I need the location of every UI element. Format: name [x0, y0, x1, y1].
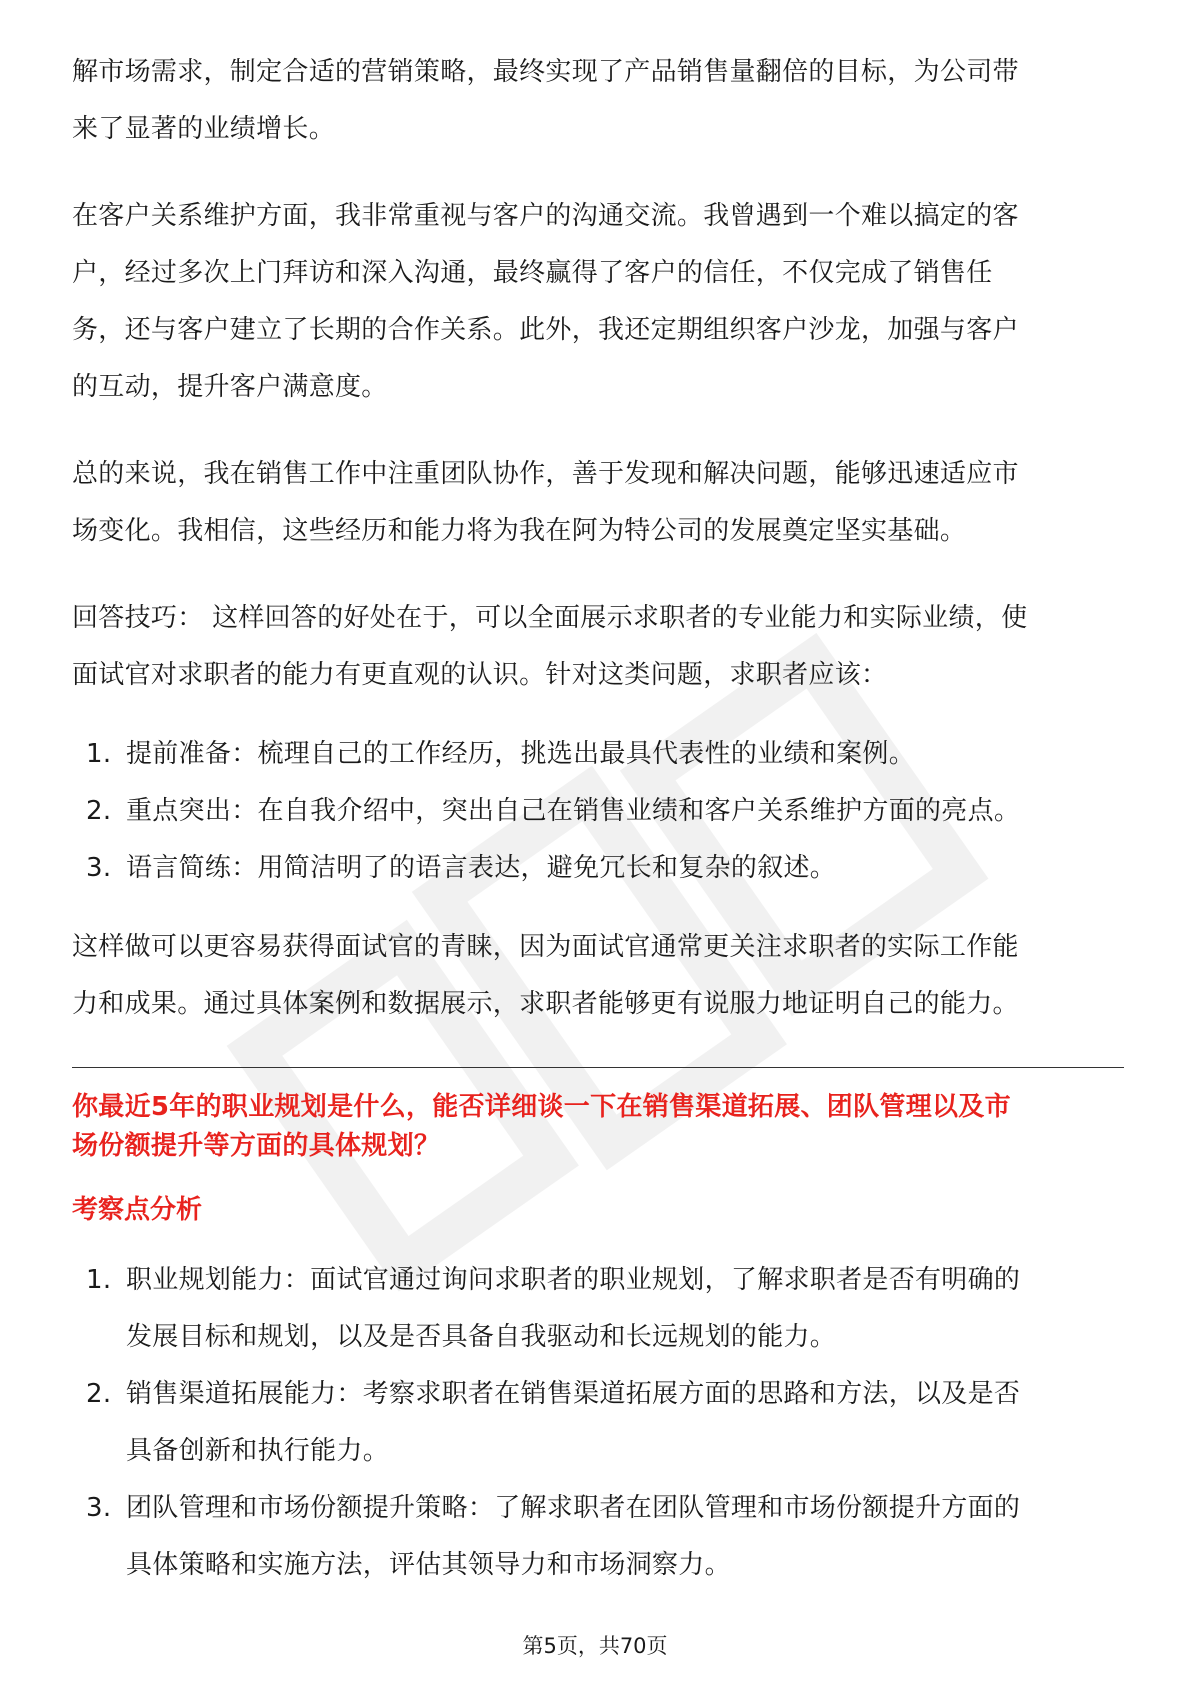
list-item-number: 2. [86, 1379, 112, 1409]
section-divider [72, 1067, 1124, 1068]
interview-question [72, 1088, 1124, 1166]
text-line: 的互动，提升客户满意度。 [72, 372, 388, 402]
list-item [72, 1252, 1124, 1366]
list-item [72, 783, 1124, 840]
list-item-text: 团队管理和市场份额提升策略：了解求职者在团队管理和市场份额提升方面的 [126, 1493, 1021, 1523]
list-item [72, 840, 1124, 897]
list-item-text: 发展目标和规划，以及是否具备自我驱动和长远规划的能力。 [126, 1322, 837, 1352]
text-line: 面试官对求职者的能力有更直观的认识。针对这类问题，求职者应该： [72, 660, 888, 690]
list-item-number: 1. [86, 739, 112, 769]
text-line: 在客户关系维护方面，我非常重视与客户的沟通交流。我曾遇到一个难以搞定的客 [72, 201, 1019, 231]
list-item-number: 3. [86, 1493, 112, 1523]
list-item-text: 语言简练：用简洁明了的语言表达，避免冗长和复杂的叙述。 [126, 853, 837, 883]
text-line: 力和成果。通过具体案例和数据展示，求职者能够更有说服力地证明自己的能力。 [72, 989, 1019, 1019]
list-item [72, 726, 1124, 783]
paragraph-customer-relations [72, 188, 1124, 416]
paragraph-summary [72, 446, 1124, 560]
paragraph-sales-result [72, 44, 1124, 158]
list-item-text: 提前准备：梳理自己的工作经历，挑选出最具代表性的业绩和案例。 [126, 739, 916, 769]
paragraph-answer-tips [72, 590, 1124, 704]
list-item-text: 具体策略和实施方法，评估其领导力和市场洞察力。 [126, 1550, 731, 1580]
list-item-text: 具备创新和执行能力。 [126, 1436, 390, 1466]
text-line: 回答技巧： 这样回答的好处在于，可以全面展示求职者的专业能力和实际业绩，使 [72, 603, 1028, 633]
analysis-heading: 考察点分析 [72, 1195, 203, 1225]
text-line: 总的来说，我在销售工作中注重团队协作，善于发现和解决问题，能够迅速适应市 [72, 459, 1019, 489]
list-item-number: 3. [86, 853, 112, 883]
main-content [72, 44, 1124, 1594]
text-line: 务，还与客户建立了长期的合作关系。此外，我还定期组织客户沙龙，加强与客户 [72, 315, 1019, 345]
text-line: 你最近5年的职业规划是什么，能否详细谈一下在销售渠道拓展、团队管理以及市 [72, 1092, 1011, 1122]
text-line: 户，经过多次上门拜访和深入沟通，最终赢得了客户的信任，不仅完成了销售任 [72, 258, 993, 288]
text-line: 场份额提升等方面的具体规划？ [72, 1131, 441, 1161]
page-number-footer: 第5页，共70页 [522, 1634, 668, 1658]
list-item-text: 销售渠道拓展能力：考察求职者在销售渠道拓展方面的思路和方法，以及是否 [126, 1379, 1021, 1409]
analysis-list [72, 1252, 1124, 1594]
list-item [72, 1366, 1124, 1480]
tips-list [72, 726, 1124, 897]
paragraph-conclusion [72, 919, 1124, 1033]
list-item-number: 2. [86, 796, 112, 826]
list-item [72, 1480, 1124, 1594]
list-item-number: 1. [86, 1265, 112, 1295]
text-line: 场变化。我相信，这些经历和能力将为我在阿为特公司的发展奠定坚实基础。 [72, 516, 967, 546]
list-item-text: 职业规划能力：面试官通过询问求职者的职业规划，了解求职者是否有明确的 [126, 1265, 1021, 1295]
list-item-text: 重点突出：在自我介绍中，突出自己在销售业绩和客户关系维护方面的亮点。 [126, 796, 1021, 826]
text-line: 来了显著的业绩增长。 [72, 114, 336, 144]
text-line: 这样做可以更容易获得面试官的青睐，因为面试官通常更关注求职者的实际工作能 [72, 932, 1019, 962]
text-line: 解市场需求，制定合适的营销策略，最终实现了产品销售量翻倍的目标，为公司带 [72, 57, 1019, 87]
